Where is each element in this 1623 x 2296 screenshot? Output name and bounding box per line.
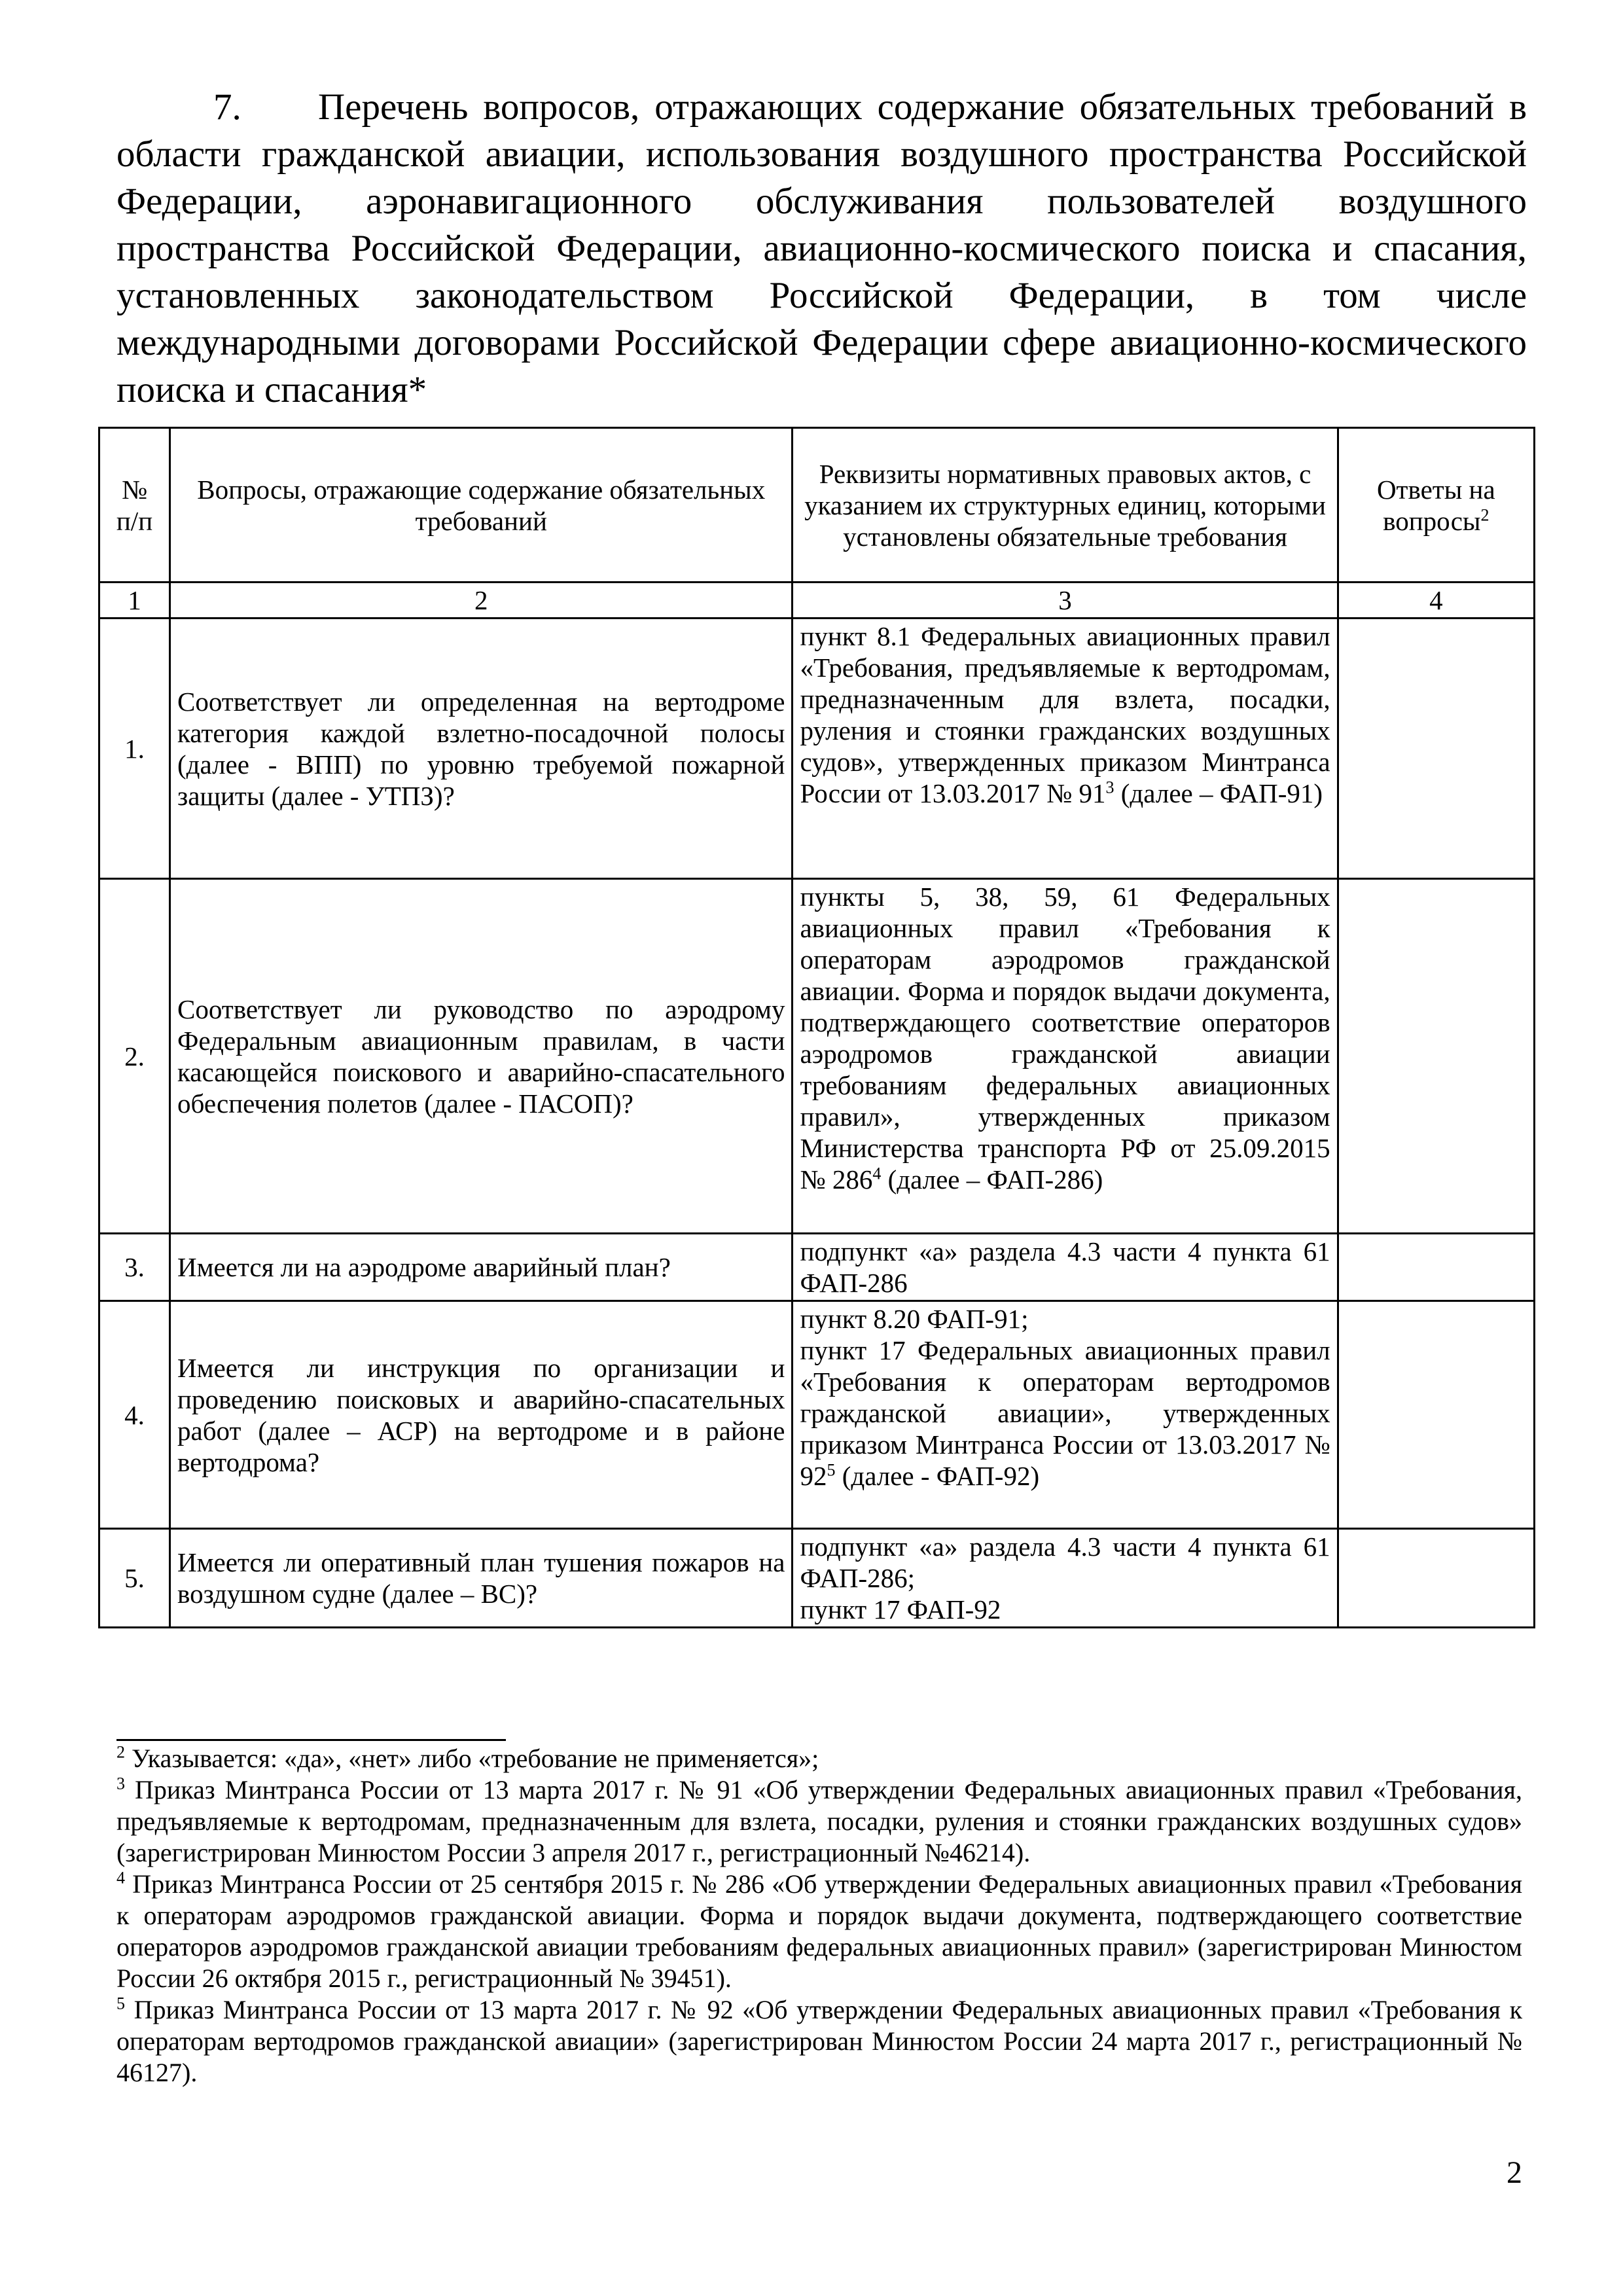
footnote: $^4$ Приказ Минтранса России от 25 сентября 2015 г. № 286 «Об утверждении Федеральных авиационных правил «Требования к операторам аэродромов гражданской авиации. Форма и порядок выдачи документа, подтверждающего соответствие операторов аэродромов гражданской авиации требованиям федеральных авиационных правил» (зарегистрирован Минюстом России 26 октября 2015 г., регистрационный № 39451).: [116, 1868, 1522, 1993]
answer-cell[interactable]: [1338, 619, 1534, 879]
row-number: 3.: [99, 1234, 170, 1301]
row-question: Соответствует ли руководство по аэродрому Федеральным авиационным правилам, в части касающейся поискового и аварийно-спасательного обеспечения полетов (далее - ПАСОП)?: [170, 879, 793, 1234]
row-number: 2.: [99, 879, 170, 1234]
header-questions: Вопросы, отражающие содержание обязательных требований: [170, 428, 793, 583]
row-number: 1.: [99, 619, 170, 879]
footnote-separator: [116, 1739, 506, 1741]
answer-cell[interactable]: [1338, 1234, 1534, 1301]
section-title: Перечень вопросов, отражающих содержание обязательных требований в области гражданской авиации, использования воздушного пространства Российской Федерации, аэронавигационного обслуживания пользователей воздушного пространства Российской Федерации, авиационно-космического поиска и спасания, установленных законодательством Российской Федерации, в том числе международными договорами Российской Федерации сфере авиационно-космического поиска и спасания*: [116, 86, 1527, 410]
section-heading: [116, 84, 1527, 414]
footnotes: [116, 1743, 1522, 2089]
answer-cell[interactable]: [1338, 1301, 1534, 1529]
column-index: 1: [99, 583, 170, 619]
column-index-row: [99, 583, 1535, 619]
row-question: Имеется ли на аэродроме аварийный план?: [170, 1234, 793, 1301]
table-header-row: [99, 428, 1535, 583]
header-references: Реквизиты нормативных правовых актов, с указанием их структурных единиц, которыми установлены обязательные требования: [793, 428, 1338, 583]
row-number: 5.: [99, 1529, 170, 1628]
answer-cell[interactable]: [1338, 1529, 1534, 1628]
row-reference: пункты 5, 38, 59, 61 Федеральных авиационных правил «Требования к операторам аэродромов гражданской авиации. Форма и порядок выдачи документа, подтверждающего соответствие операторов аэродромов гражданской авиации требованиям федеральных авиационных правил», утвержденных приказом Министерства транспорта РФ от 25.09.2015 № $286^4$ (далее – ФАП-286): [793, 879, 1338, 1234]
footnote: $^2$ Указывается: «да», «нет» либо «требование не применяется»;: [116, 1742, 819, 1773]
footnote: $^3$ Приказ Минтранса России от 13 марта 2017 г. № 91 «Об утверждении Федеральных авиационных правил «Требования, предъявляемые к вертодромам, предназначенным для взлета, посадки, руления и стоянки гражданских воздушных судов» (зарегистрирован Минюстом России 3 апреля 2017 г., регистрационный №46214).: [116, 1774, 1522, 1867]
footnote: $^5$ Приказ Минтранса России от 13 марта 2017 г. № 92 «Об утверждении Федеральных авиационных правил «Требования к операторам вертодромов гражданской авиации» (зарегистрирован Минюстом России 24 марта 2017 г., регистрационный № 46127).: [116, 1994, 1522, 2087]
header-number: № п/п: [99, 428, 170, 583]
row-reference: пункт 8.1 Федеральных авиационных правил «Требования, предъявляемые к вертодромам, предназначенным для взлета, посадки, руления и стоянки гражданских воздушных судов», утвержденных приказом Минтранса России от 13.03.2017 № $91^3$ (далее – ФАП-91): [793, 619, 1338, 879]
row-number: 4.: [99, 1301, 170, 1529]
section-number: 7.: [213, 86, 241, 128]
table-row: [99, 879, 1535, 1234]
column-index: 3: [793, 583, 1338, 619]
table-row: [99, 1301, 1535, 1529]
page-number: 2: [1507, 2155, 1522, 2190]
row-reference: подпункт «а» раздела 4.3 части 4 пункта 61 ФАП-286; пункт 17 ФАП-92: [793, 1529, 1338, 1628]
column-index: 2: [170, 583, 793, 619]
row-question: Имеется ли инструкция по организации и проведению поисковых и аварийно-спасательных работ (далее – АСР) на вертодроме и в районе вертодрома?: [170, 1301, 793, 1529]
table-row: [99, 1529, 1535, 1628]
row-reference: пункт 8.20 ФАП-91; пункт 17 Федеральных авиационных правил «Требования к операторам вертодромов гражданской авиации», утвержденных приказом Минтранса России от 13.03.2017 № $92^5$ (далее - ФАП-92): [793, 1301, 1338, 1529]
table-row: [99, 1234, 1535, 1301]
row-question: Имеется ли оперативный план тушения пожаров на воздушном судне (далее – ВС)?: [170, 1529, 793, 1628]
row-question: Соответствует ли определенная на вертодроме категория каждой взлетно-посадочной полосы (далее - ВПП) по уровню требуемой пожарной защиты (далее - УТПЗ)?: [170, 619, 793, 879]
row-reference: подпункт «а» раздела 4.3 части 4 пункта 61 ФАП-286: [793, 1234, 1338, 1301]
answer-cell[interactable]: [1338, 879, 1534, 1234]
table-row: [99, 619, 1535, 879]
header-answers: Ответы на вопросы$^2$: [1338, 428, 1534, 583]
requirements-table: [98, 427, 1535, 1628]
column-index: 4: [1338, 583, 1534, 619]
